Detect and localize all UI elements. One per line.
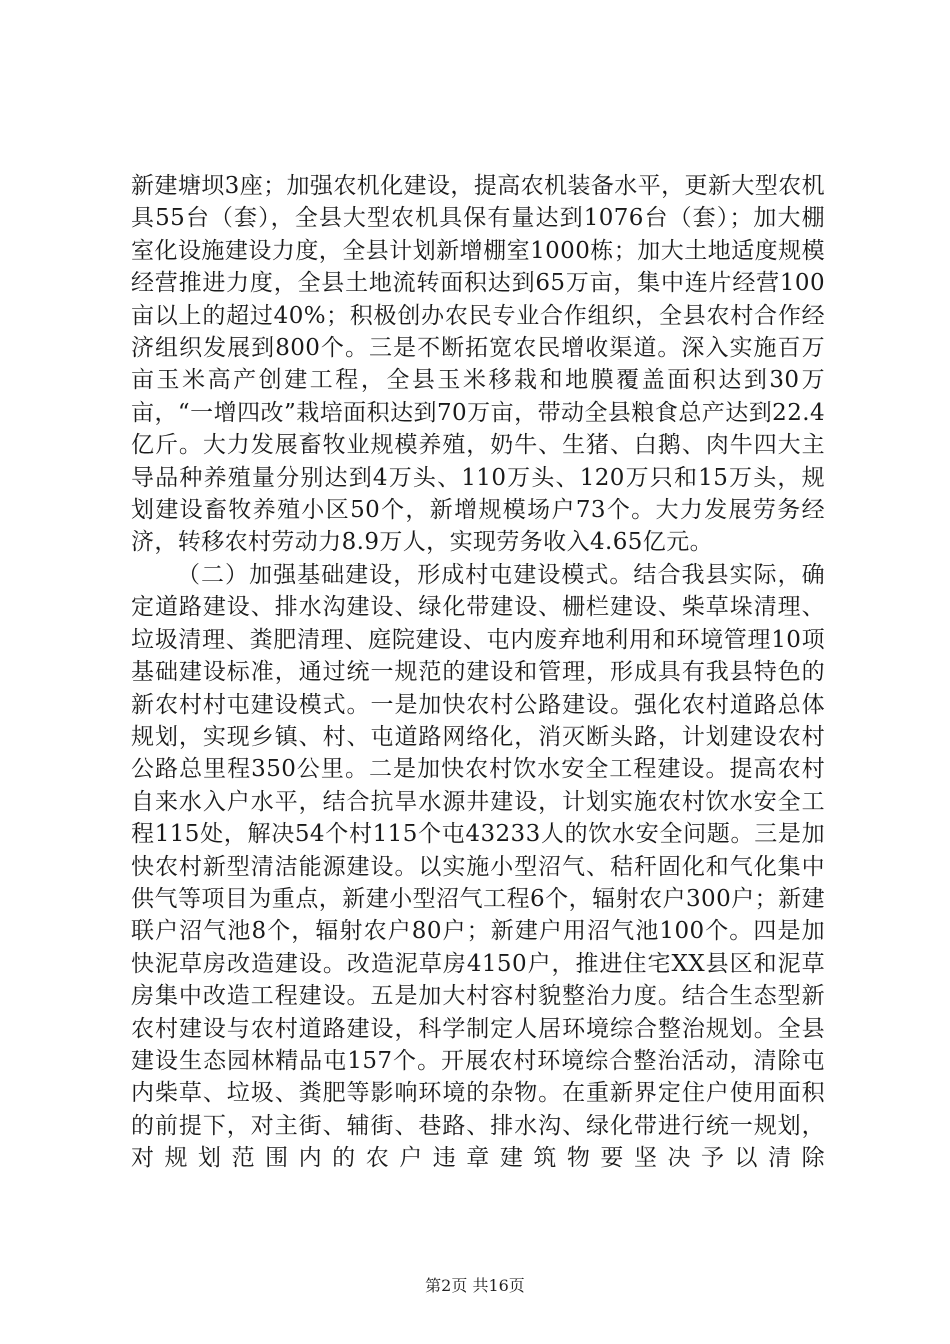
document-body bbox=[131, 170, 825, 1175]
page-number-footer: 第2页 共16页 bbox=[425, 1276, 525, 1295]
paragraph-infrastructure: （二）加强基础建设，形成村屯建设模式。结合我县实际，确定道路建设、排水沟建设、绿化带建设、栅栏建设、柴草垛清理、垃圾清理、粪肥清理、庭院建设、屯内废弃地利用和环境管理10项基础建设标准，通过统一规范的建设和管理，形成具有我县特色的新农村村屯建设模式。一是加快农村公路建设。强化农村道路总体规划，实现乡镇、村、屯道路网络化，消灭断头路，计划建设农村公路总里程350公里。二是加快农村饮水安全工程建设。提高农村自来水入户水平，结合抗旱水源井建设，计划实施农村饮水安全工程115处，解决54个村115个屯43233人的饮水安全问题。三是加快农村新型清洁能源建设。以实施小型沼气、秸秆固化和气化集中供气等项目为重点，新建小型沼气工程6个，辐射农户300户；新建联户沼气池8个，辐射农户80户；新建户用沼气池100个。四是加快泥草房改造建设。改造泥草房4150户，推进住宅XX县区和泥草房集中改造工程建设。五是加大村容村貌整治力度。结合生态型新农村建设与农村道路建设，科学制定人居环境综合整治规划。全县建设生态园林精品屯157个。开展农村环境综合整治活动，清除屯内柴草、垃圾、粪肥等影响环境的杂物。在重新界定住户使用面积的前提下，对主街、辅街、巷路、排水沟、绿化带进行统一规划，对规划范围内的农户违章建筑物要坚决予以清除 bbox=[131, 561, 825, 1172]
paragraph-continued: 新建塘坝3座；加强农机化建设，提高农机装备水平，更新大型农机具55台（套），全县大型农机具保有量达到1076台（套）；加大棚室化设施建设力度，全县计划新增棚室1000栋；加大土地适度规模经营推进力度，全县土地流转面积达到65万亩，集中连片经营100亩以上的超过40%；积极创办农民专业合作组织，全县农村合作经济组织发展到800个。三是不断拓宽农民增收渠道。深入实施百万亩玉米高产创建工程，全县玉米移栽和地膜覆盖面积达到30万亩，“一增四改”栽培面积达到70万亩，带动全县粮食总产达到22.4亿斤。大力发展畜牧业规模养殖，奶牛、生猪、白鹅、肉牛四大主导品种养殖量分别达到4万头、110万头、120万只和15万头，规划建设畜牧养殖小区50个，新增规模场户73个。大力发展劳务经济，转移农村劳动力8.9万人，实现劳务收入4.65亿元。 bbox=[131, 173, 825, 556]
